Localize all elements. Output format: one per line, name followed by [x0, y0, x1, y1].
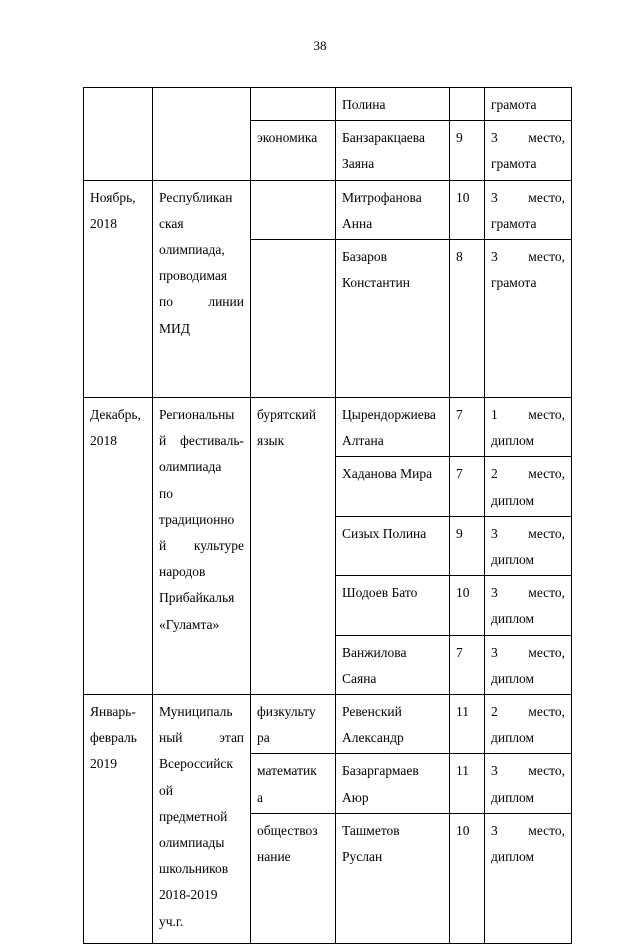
- grade-cell: 11: [450, 754, 485, 813]
- student-cell: Полина: [336, 88, 450, 121]
- grade-cell: 11: [450, 695, 485, 754]
- grade-cell: 10: [450, 180, 485, 239]
- student-cell: Сизых Полина: [336, 516, 450, 575]
- student-cell: Шодоев Бато: [336, 576, 450, 635]
- result-cell: 1 место, диплом: [485, 398, 572, 457]
- student-cell: Ревенский Александр: [336, 695, 450, 754]
- date-cell: [84, 88, 153, 181]
- subject-cell: обществоз нание: [251, 813, 336, 943]
- subject-cell: [251, 88, 336, 121]
- result-cell: 3 место, грамота: [485, 121, 572, 180]
- table-row: [84, 398, 572, 457]
- subject-cell: [251, 240, 336, 398]
- result-cell: 3 место, диплом: [485, 516, 572, 575]
- table-row: [84, 88, 572, 121]
- student-cell: Банзаракцаева Заяна: [336, 121, 450, 180]
- result-cell: 3 место, грамота: [485, 180, 572, 239]
- event-cell: Региональны й фестиваль- олимпиада по традиционно й культуре народов Прибайкалья «Гуламта»: [153, 398, 251, 695]
- grade-cell: 8: [450, 240, 485, 398]
- result-cell: 3 место, диплом: [485, 754, 572, 813]
- event-cell: Республикан ская олимпиада, проводимая по линии МИД: [153, 180, 251, 397]
- table-row: [84, 180, 572, 239]
- result-cell: 3 место, диплом: [485, 813, 572, 943]
- student-cell: Базаргармаев Аюр: [336, 754, 450, 813]
- student-cell: Цырендоржиева Алтана: [336, 398, 450, 457]
- page-number: 38: [313, 38, 327, 53]
- result-cell: 2 место, диплом: [485, 695, 572, 754]
- olympiad-results-table: [83, 87, 572, 944]
- event-cell: [153, 88, 251, 181]
- student-cell: Ташметов Руслан: [336, 813, 450, 943]
- subject-cell: экономика: [251, 121, 336, 180]
- result-cell: 3 место, диплом: [485, 576, 572, 635]
- grade-cell: [450, 88, 485, 121]
- student-cell: Хаданова Мира: [336, 457, 450, 516]
- event-cell: Муниципаль ный этап Всероссийск ой предметной олимпиады школьников 2018-2019 уч.г.: [153, 695, 251, 944]
- grade-cell: 9: [450, 516, 485, 575]
- result-cell: грамота: [485, 88, 572, 121]
- grade-cell: 10: [450, 813, 485, 943]
- grade-cell: 10: [450, 576, 485, 635]
- table-row: [84, 695, 572, 754]
- subject-cell: бурятский язык: [251, 398, 336, 695]
- grade-cell: 7: [450, 457, 485, 516]
- date-cell: Ноябрь, 2018: [84, 180, 153, 397]
- result-cell: 3 место, диплом: [485, 635, 572, 694]
- date-cell: Январь- февраль 2019: [84, 695, 153, 944]
- grade-cell: 7: [450, 635, 485, 694]
- result-cell: 2 место, диплом: [485, 457, 572, 516]
- subject-cell: [251, 180, 336, 239]
- grade-cell: 9: [450, 121, 485, 180]
- student-cell: Ванжилова Саяна: [336, 635, 450, 694]
- subject-cell: математик а: [251, 754, 336, 813]
- grade-cell: 7: [450, 398, 485, 457]
- subject-cell: физкульту ра: [251, 695, 336, 754]
- result-cell: 3 место, грамота: [485, 240, 572, 398]
- student-cell: Митрофанова Анна: [336, 180, 450, 239]
- date-cell: Декабрь, 2018: [84, 398, 153, 695]
- student-cell: Базаров Константин: [336, 240, 450, 398]
